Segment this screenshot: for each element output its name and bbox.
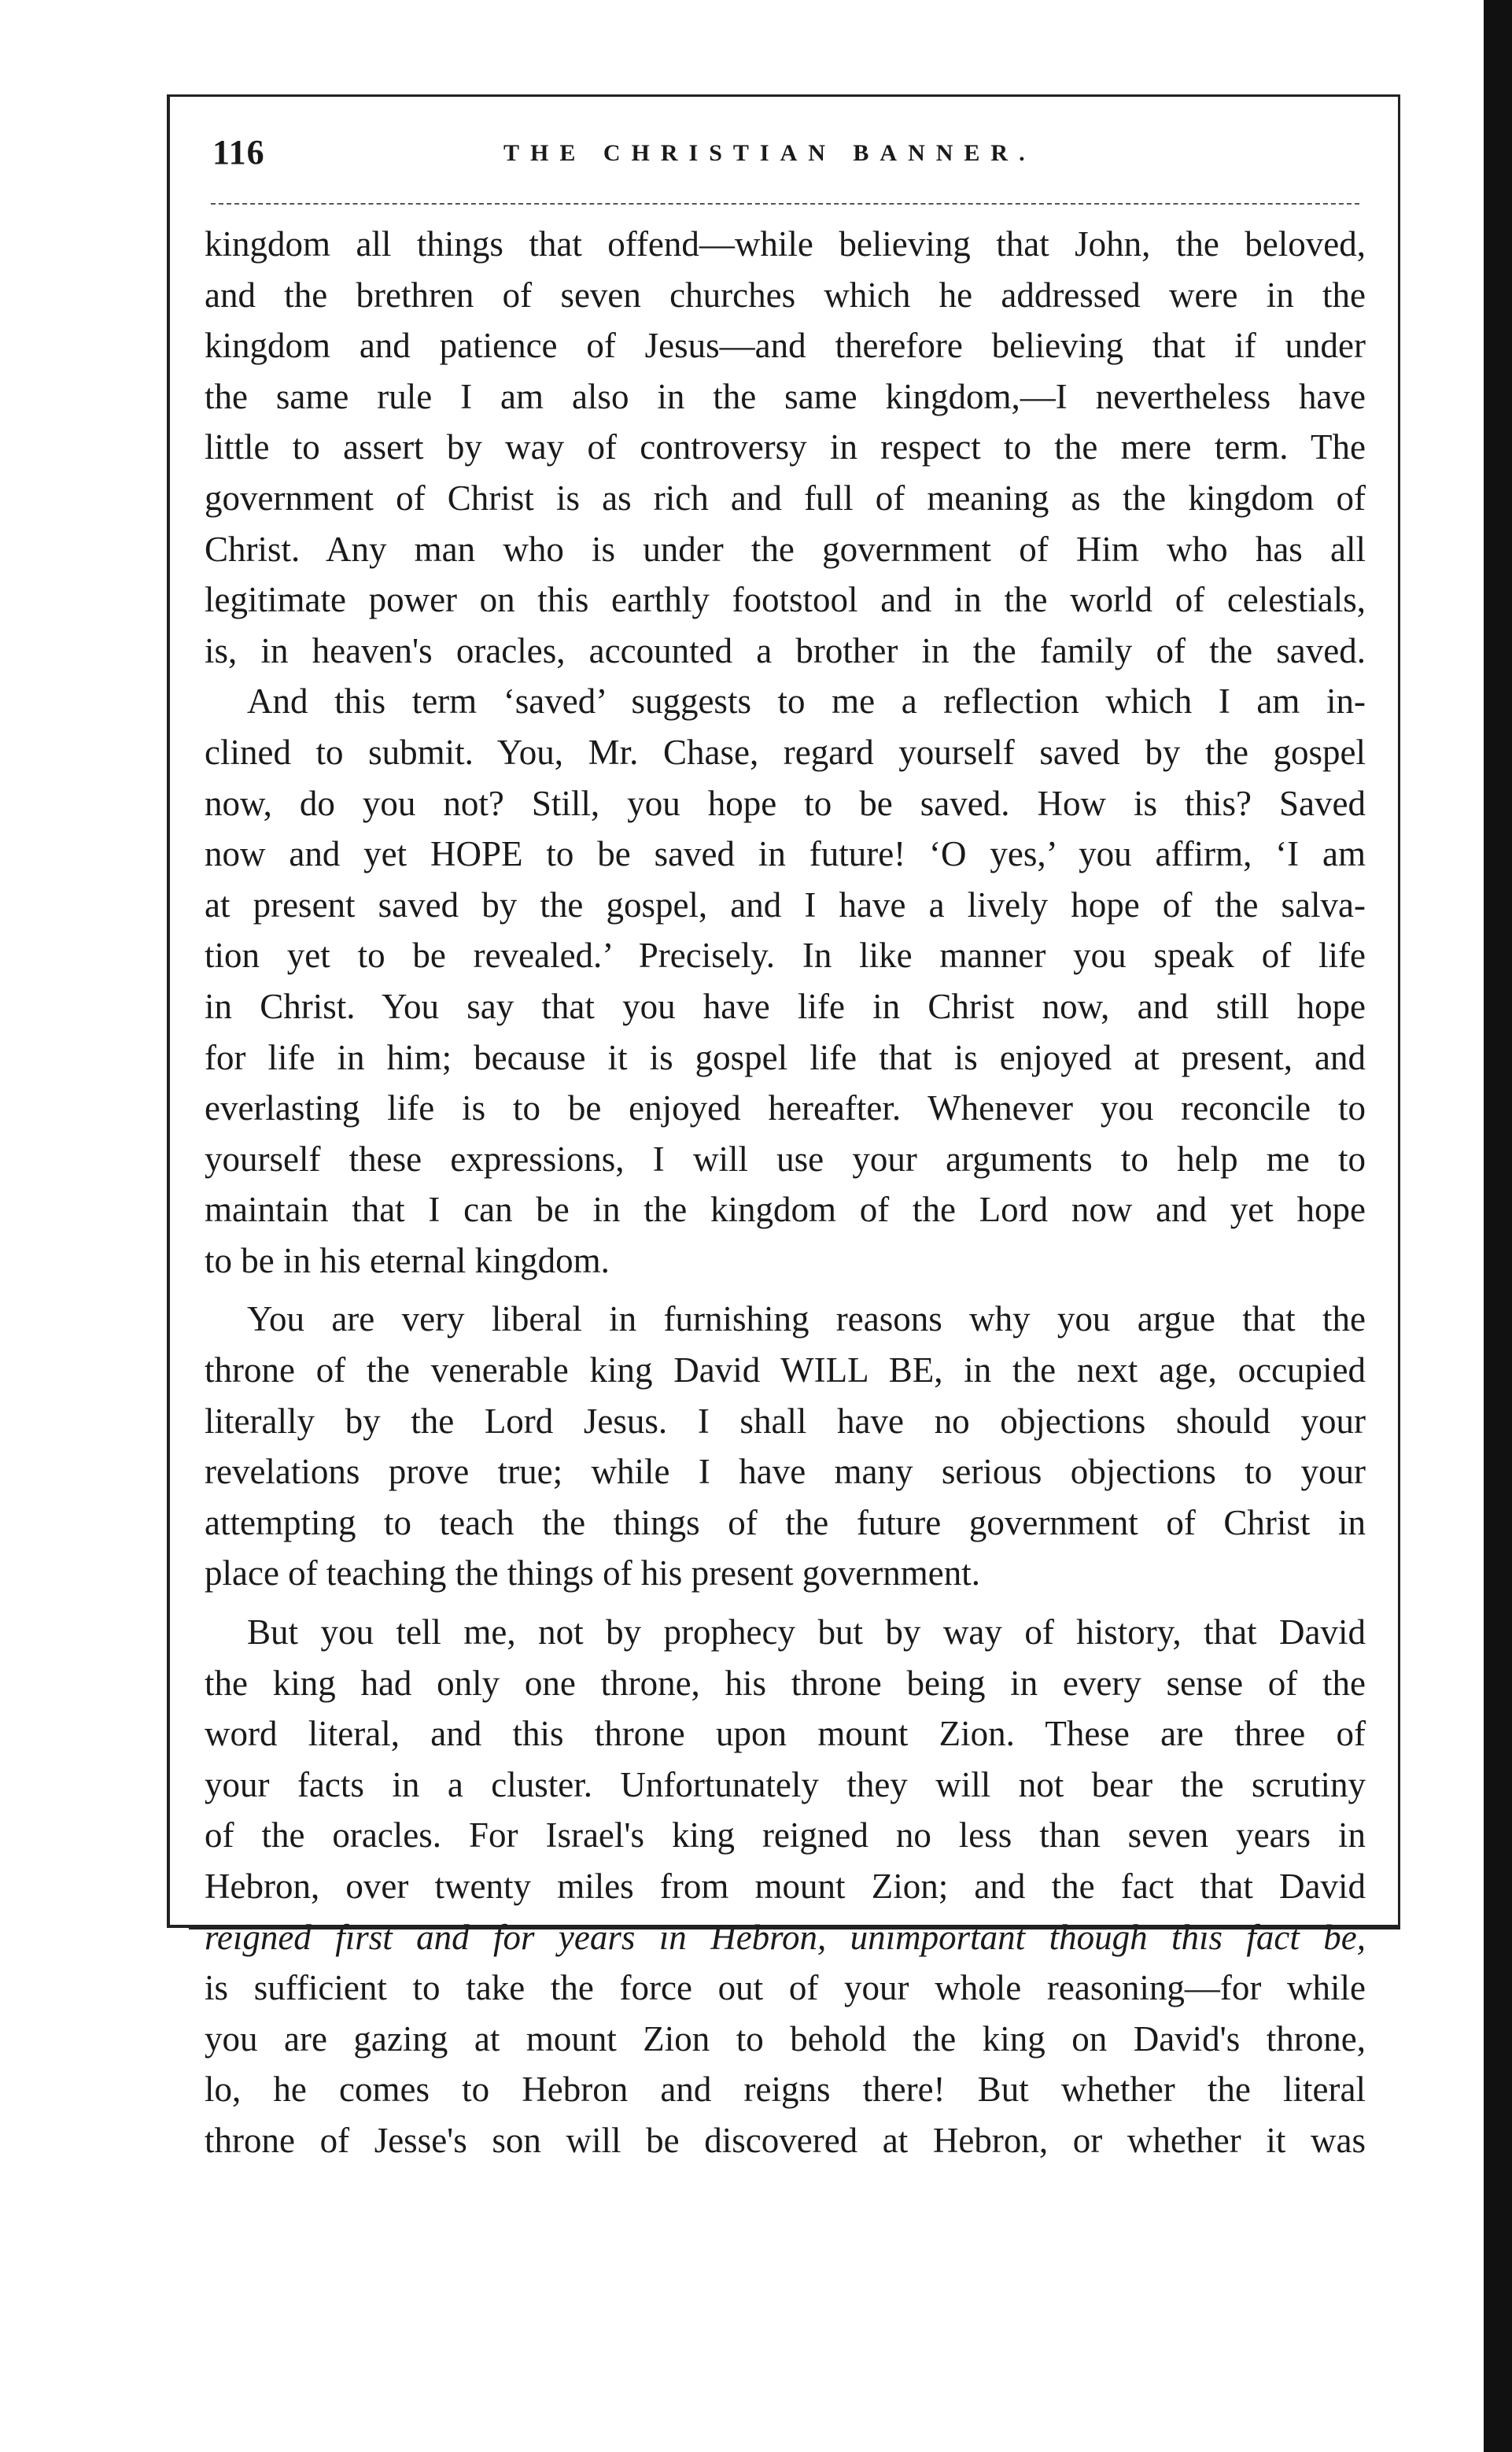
scan-margin-bar	[1484, 0, 1512, 2452]
text-line: lo, he comes to Hebron and reigns there! But whether the literal	[205, 2070, 1366, 2110]
text-line: government of Christ is as rich and full of meaning as the kingdom of	[205, 478, 1366, 518]
text-line: of the oracles. For Israel's king reigned no less than seven years in	[205, 1815, 1366, 1856]
bottom-rule	[189, 1926, 1400, 1929]
text-line: literally by the Lord Jesus. I shall have no objections should your	[205, 1401, 1366, 1441]
text-line: the king had only one throne, his throne being in every sense of the	[205, 1663, 1366, 1703]
running-title: THE CHRISTIAN BANNER.	[503, 140, 1036, 166]
page-number: 116	[212, 133, 265, 172]
text-line: and the brethren of seven churches which he addressed were in the	[205, 275, 1366, 315]
text-line: is, in heaven's oracles, accounted a brother in the family of the saved.	[205, 630, 1366, 670]
text-line: throne of the venerable king David WILL BE, in the next age, occupied	[205, 1350, 1366, 1390]
text-line: attempting to teach the things of the future government of Christ in	[205, 1502, 1366, 1542]
text-line: And this term ‘saved’ suggests to me a reflection which I am in-	[247, 681, 1366, 722]
text-line: at present saved by the gospel, and I have a lively hope of the salva-	[205, 884, 1366, 925]
text-line: kingdom and patience of Jesus—and therefore believing that if under	[205, 326, 1366, 366]
paragraph	[205, 219, 1366, 676]
text-line: little to assert by way of controversy in respect to the mere term. The	[205, 427, 1366, 467]
text-line: throne of Jesse's son will be discovered at Hebron, or whether it was	[205, 2120, 1366, 2160]
text-line: your facts in a cluster. Unfortunately they will not bear the scrutiny	[205, 1764, 1366, 1804]
text-line: place of teaching the things of his present government.	[205, 1553, 980, 1593]
text-line: tion yet to be revealed.’ Precisely. In like manner you speak of life	[205, 936, 1366, 976]
paragraph	[205, 1607, 1366, 2166]
text-line: legitimate power on this earthly footstool and in the world of celestials,	[205, 580, 1366, 620]
text-line: to be in his eternal kingdom.	[205, 1240, 610, 1280]
body-text	[205, 219, 1366, 2166]
paragraph	[205, 1294, 1366, 1599]
text-line: the same rule I am also in the same kingdom,—I nevertheless have	[205, 376, 1366, 416]
text-line: now and yet HOPE to be saved in future! ‘O yes,’ you affirm, ‘I am	[205, 834, 1366, 874]
text-line: Christ. Any man who is under the government of Him who has all	[205, 529, 1366, 569]
text-line: revelations prove true; while I have many serious objections to your	[205, 1452, 1366, 1492]
text-line: kingdom all things that offend—while believing that John, the beloved,	[205, 224, 1366, 264]
text-line: word literal, and this throne upon mount Zion. These are three of	[205, 1714, 1366, 1754]
text-line: you are gazing at mount Zion to behold the king on David's throne,	[205, 2018, 1366, 2059]
text-line: Hebron, over twenty miles from mount Zion; and the fact that David	[205, 1867, 1366, 1906]
page-header	[205, 132, 1369, 179]
text-line: maintain that I can be in the kingdom of the Lord now and yet hope	[205, 1190, 1366, 1230]
text-line: But you tell me, not by prophecy but by way of history, that David	[247, 1612, 1366, 1653]
paragraph	[205, 676, 1366, 1286]
text-line: now, do you not? Still, you hope to be saved. How is this? Saved	[205, 783, 1366, 823]
text-line: for life in him; because it is gospel life that is enjoyed at present, and	[205, 1037, 1366, 1077]
text-line: in Christ. You say that you have life in Christ now, and still hope	[205, 986, 1366, 1026]
text-line: is sufficient to take the force out of your whole reasoning—for while	[205, 1968, 1366, 2008]
text-line: reigned first and for years in Hebron, unimportant though this fact be,	[205, 1917, 1366, 1957]
text-line: You are very liberal in furnishing reasons why you argue that the	[247, 1299, 1366, 1339]
text-line: yourself these expressions, I will use your arguments to help me to	[205, 1139, 1366, 1179]
text-line: clined to submit. You, Mr. Chase, regard yourself saved by the gospel	[205, 732, 1366, 772]
header-rule	[211, 203, 1359, 205]
text-line: everlasting life is to be enjoyed hereafter. Whenever you reconcile to	[205, 1088, 1366, 1128]
